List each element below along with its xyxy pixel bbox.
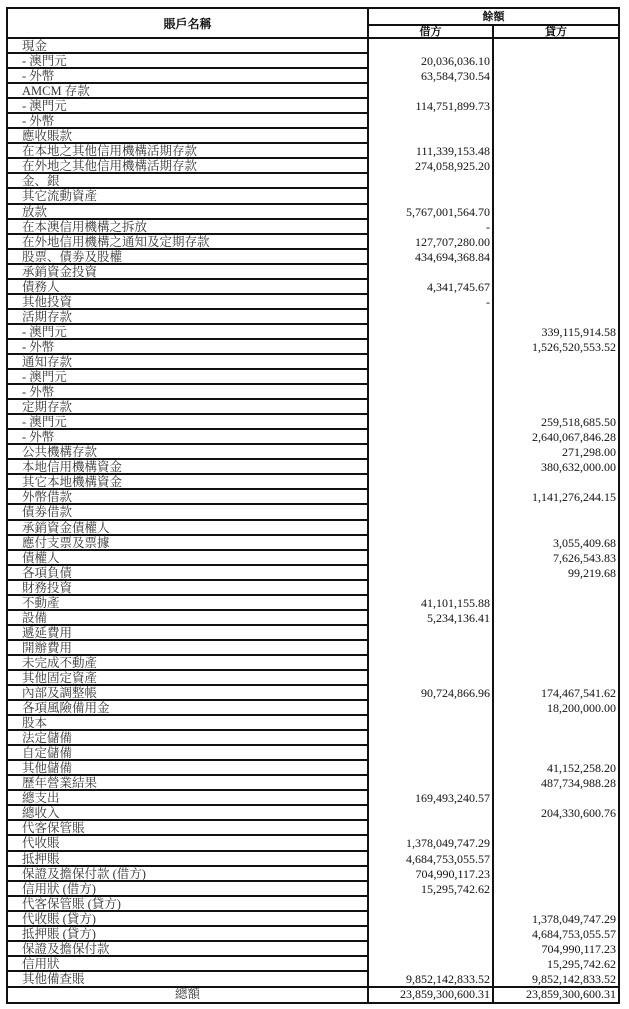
account-name-cell: 放款 [8, 205, 369, 220]
credit-cell [494, 370, 618, 385]
table-row [8, 144, 618, 159]
account-name-cell: 在外地信用機構之通知及定期存款 [8, 235, 369, 250]
account-name-cell: 其它流動資產 [8, 189, 369, 204]
debit-cell [369, 671, 494, 686]
table-row [8, 99, 618, 114]
account-name-cell: 通知存款 [8, 355, 369, 370]
account-name-cell: 公共機構存款 [8, 445, 369, 460]
credit-cell [494, 671, 618, 686]
credit-cell [494, 99, 618, 114]
table-body [8, 39, 618, 987]
debit-cell [369, 521, 494, 536]
account-name-cell: 總支出 [8, 791, 369, 806]
credit-cell [494, 882, 618, 897]
account-name-cell: - 澳門元 [8, 99, 369, 114]
account-name-cell: 其他固定資產 [8, 671, 369, 686]
account-name-cell: 承銷資金債權人 [8, 521, 369, 536]
credit-cell: 339,115,914.58 [541, 324, 616, 339]
credit-cell: 1,526,520,553.52 [532, 339, 616, 354]
table-row [8, 821, 618, 836]
table-row [8, 310, 618, 325]
debit-cell: 274,058,925.20 [369, 159, 494, 174]
table-row [8, 686, 618, 701]
debit-cell [369, 776, 494, 791]
table-row [8, 731, 618, 746]
account-name-cell: 保證及擔保付款 [8, 942, 369, 957]
credit-cell: 41,152,258.20 [547, 761, 616, 776]
credit-cell [494, 250, 618, 265]
credit-cell: 259,518,685.50 [541, 415, 616, 430]
debit-cell [369, 340, 494, 355]
account-name-cell: 在外地之其他信用機構活期存款 [8, 159, 369, 174]
account-name-cell: 開辦費用 [8, 641, 369, 656]
credit-cell [494, 867, 618, 882]
debit-cell: 5,234,136.41 [369, 611, 494, 626]
debit-cell: 20,036,036.10 [369, 54, 494, 69]
account-name-cell: 本地信用機構資金 [8, 460, 369, 475]
debit-cell [369, 84, 494, 99]
credit-cell: 1,378,049,747.29 [532, 911, 616, 926]
credit-cell [494, 295, 618, 310]
debit-cell [369, 566, 494, 581]
debit-cell [369, 189, 494, 204]
table-row [8, 656, 618, 671]
account-name-cell: 債務人 [8, 280, 369, 295]
account-name-cell: - 澳門元 [8, 370, 369, 385]
debit-cell [369, 912, 494, 927]
table-row [8, 671, 618, 686]
debit-cell [369, 430, 494, 445]
debit-cell: 4,684,753,055.57 [369, 852, 494, 867]
account-name-cell: 股本 [8, 716, 369, 731]
debit-cell [369, 656, 494, 671]
table-row [8, 39, 618, 54]
credit-cell [494, 641, 618, 656]
account-name-cell: 代客保管賬 (貸方) [8, 897, 369, 912]
total-label: 總額 [8, 987, 369, 1002]
credit-cell: 4,684,753,055.57 [532, 926, 616, 941]
debit-cell [369, 806, 494, 821]
credit-cell: 271,298.00 [562, 445, 616, 460]
total-row [8, 987, 618, 1002]
debit-cell: 5,767,001,564.70 [369, 205, 494, 220]
debit-cell [369, 114, 494, 129]
table-row [8, 701, 618, 716]
debit-cell: 704,990,117.23 [369, 867, 494, 882]
account-name-cell: 其它本地機構資金 [8, 475, 369, 490]
account-name-cell: 內部及調整帳 [8, 686, 369, 701]
debit-cell: 63,584,730.54 [369, 69, 494, 84]
debit-cell: 169,493,240.57 [369, 791, 494, 806]
credit-cell [494, 836, 618, 851]
debit-cell: 9,852,142,833.52 [369, 972, 494, 988]
account-name-cell: 其他儲備 [8, 761, 369, 776]
account-name-cell: 不動產 [8, 596, 369, 611]
table-row [8, 942, 618, 957]
credit-cell [494, 521, 618, 536]
total-credit: 23,859,300,600.31 [526, 986, 616, 1001]
debit-cell [369, 821, 494, 836]
credit-cell: 704,990,117.23 [541, 941, 616, 956]
credit-cell [494, 310, 618, 325]
account-name-cell: 各項風險備用金 [8, 701, 369, 716]
credit-cell: 7,626,543.83 [553, 550, 616, 565]
debit-cell [369, 129, 494, 144]
account-name-cell: 在本地之其他信用機構活期存款 [8, 144, 369, 159]
debit-cell: 434,694,368.84 [369, 250, 494, 265]
table-row [8, 69, 618, 84]
table-row [8, 84, 618, 99]
debit-cell: 15,295,742.62 [369, 882, 494, 897]
debit-cell [369, 551, 494, 566]
account-name-cell: 在本澳信用機構之拆放 [8, 220, 369, 235]
account-name-cell: - 外幣 [8, 114, 369, 129]
credit-cell [494, 280, 618, 295]
table-row [8, 927, 618, 942]
credit-cell [494, 791, 618, 806]
credit-cell: 2,640,067,846.28 [532, 430, 616, 445]
table-header [8, 9, 618, 39]
credit-cell [494, 54, 618, 69]
credit-cell [494, 656, 618, 671]
debit-cell [369, 626, 494, 641]
account-name-cell: - 澳門元 [8, 325, 369, 340]
account-name-cell: - 澳門元 [8, 415, 369, 430]
table-row [8, 174, 618, 189]
debit-cell [369, 490, 494, 505]
account-name-cell: 活期存款 [8, 310, 369, 325]
debit-cell: 114,751,899.73 [369, 99, 494, 114]
debit-cell [369, 746, 494, 761]
table-row [8, 189, 618, 204]
credit-cell: 380,632,000.00 [541, 460, 616, 475]
table-row [8, 370, 618, 385]
table-row [8, 340, 618, 355]
credit-cell: 9,852,142,833.52 [494, 972, 618, 988]
table-row [8, 536, 618, 551]
debit-cell [369, 731, 494, 746]
credit-cell [494, 144, 618, 159]
table-row [8, 250, 618, 265]
credit-cell: 204,330,600.76 [541, 806, 616, 821]
debit-cell: 4,341,745.67 [369, 280, 494, 295]
credit-cell: 3,055,409.68 [553, 535, 616, 550]
debit-cell [369, 39, 494, 54]
credit-cell [494, 205, 618, 220]
table-row [8, 129, 618, 144]
credit-cell [494, 69, 618, 84]
account-name-cell: 信用狀 [8, 957, 369, 972]
account-name-cell: 金、銀 [8, 174, 369, 189]
credit-cell [494, 596, 618, 611]
debit-cell: 90,724,866.96 [369, 686, 494, 701]
table-row [8, 325, 618, 340]
credit-cell: 99,219.68 [568, 565, 616, 580]
debit-cell [369, 536, 494, 551]
credit-cell: 15,295,742.62 [547, 956, 616, 971]
table-row [8, 626, 618, 641]
table-row [8, 521, 618, 536]
credit-cell [494, 475, 618, 490]
table-row [8, 746, 618, 761]
account-name-cell: 遞延費用 [8, 626, 369, 641]
credit-cell [494, 159, 618, 174]
account-name-cell: 法定儲備 [8, 731, 369, 746]
credit-cell [494, 114, 618, 129]
account-name-cell: - 澳門元 [8, 54, 369, 69]
account-name-cell: 信用狀 (借方) [8, 882, 369, 897]
account-name-cell: 現金 [8, 39, 369, 54]
table-row [8, 611, 618, 626]
account-name-cell: 股票、債劵及股權 [8, 250, 369, 265]
debit-cell [369, 701, 494, 716]
account-name-cell: - 外幣 [8, 340, 369, 355]
account-name-cell: 未完成不動產 [8, 656, 369, 671]
account-name-cell: 代客保管賬 [8, 821, 369, 836]
account-name-cell: 承銷資金投資 [8, 265, 369, 280]
table-row [8, 235, 618, 250]
debit-cell [369, 957, 494, 972]
table-row [8, 566, 618, 581]
debit-cell [369, 761, 494, 776]
debit-cell [369, 415, 494, 430]
credit-cell [494, 84, 618, 99]
debit-cell [369, 355, 494, 370]
credit-cell [494, 897, 618, 912]
account-name-header: 賬戶名稱 [8, 9, 369, 37]
table-row [8, 761, 618, 776]
table-row [8, 897, 618, 912]
account-name-cell: 其他備查賬 [8, 972, 369, 988]
table-row [8, 475, 618, 490]
account-name-cell: - 外幣 [8, 69, 369, 84]
credit-cell [494, 821, 618, 836]
account-name-cell: 代收賬 (貸方) [8, 912, 369, 927]
debit-cell [369, 400, 494, 415]
credit-cell: 487,734,988.28 [541, 776, 616, 791]
table-row [8, 400, 618, 415]
table-row [8, 806, 618, 821]
table-row [8, 280, 618, 295]
table-row [8, 596, 618, 611]
table-row [8, 114, 618, 129]
table-row [8, 205, 618, 220]
account-name-cell: 債劵借款 [8, 505, 369, 520]
credit-header: 貸方 [545, 25, 567, 38]
table-row [8, 912, 618, 927]
table-row [8, 220, 618, 235]
account-name-cell: AMCM 存款 [8, 84, 369, 99]
credit-cell [494, 505, 618, 520]
credit-cell [494, 716, 618, 731]
debit-cell [369, 325, 494, 340]
table-row [8, 355, 618, 370]
table-row [8, 490, 618, 505]
credit-cell [494, 746, 618, 761]
debit-cell: 41,101,155.88 [369, 596, 494, 611]
table-row [8, 776, 618, 791]
account-name-cell: 各項負債 [8, 566, 369, 581]
table-row [8, 551, 618, 566]
account-name-cell: 定期存款 [8, 400, 369, 415]
debit-cell [369, 265, 494, 280]
credit-cell [494, 39, 618, 54]
table-row [8, 957, 618, 972]
table-row [8, 54, 618, 69]
debit-cell: 127,707,280.00 [369, 235, 494, 250]
credit-cell [494, 129, 618, 144]
debit-cell: 1,378,049,747.29 [369, 836, 494, 851]
credit-cell [494, 220, 618, 235]
table-row [8, 445, 618, 460]
credit-cell [494, 355, 618, 370]
table-row [8, 716, 618, 731]
account-name-cell: 財務投資 [8, 581, 369, 596]
debit-cell [369, 460, 494, 475]
table-row [8, 852, 618, 867]
account-name-cell: 應收賬款 [8, 129, 369, 144]
debit-cell [369, 505, 494, 520]
debit-cell [369, 897, 494, 912]
table-row [8, 836, 618, 851]
table-row [8, 505, 618, 520]
account-name-cell: - 外幣 [8, 385, 369, 400]
account-name-cell: 外幣借款 [8, 490, 369, 505]
account-name-cell: 歷年營業結果 [8, 776, 369, 791]
credit-cell [494, 611, 618, 626]
credit-cell [494, 189, 618, 204]
account-name-cell: 設備 [8, 611, 369, 626]
debit-cell [369, 942, 494, 957]
table-row [8, 430, 618, 445]
debit-cell [369, 927, 494, 942]
table-row [8, 265, 618, 280]
total-debit: 23,859,300,600.31 [369, 987, 494, 1002]
credit-cell [494, 852, 618, 867]
credit-cell: 1,141,276,244.15 [532, 490, 616, 505]
credit-cell [494, 174, 618, 189]
credit-cell [494, 385, 618, 400]
trial-balance-table [6, 7, 620, 1004]
account-name-cell: 自定儲備 [8, 746, 369, 761]
table-row [8, 581, 618, 596]
account-name-cell: 代收賬 [8, 836, 369, 851]
credit-cell [494, 731, 618, 746]
debit-header: 借方 [369, 26, 494, 37]
table-row [8, 460, 618, 475]
debit-cell [369, 716, 494, 731]
table-row [8, 415, 618, 430]
credit-cell [494, 581, 618, 596]
credit-cell [494, 626, 618, 641]
debit-cell [369, 445, 494, 460]
debit-cell [369, 581, 494, 596]
table-row [8, 867, 618, 882]
table-row [8, 791, 618, 806]
account-name-cell: 債權人 [8, 551, 369, 566]
table-row [8, 641, 618, 656]
credit-cell: 174,467,541.62 [541, 686, 616, 701]
debit-cell [369, 385, 494, 400]
balance-header-group [369, 9, 618, 37]
account-name-cell: 抵押賬 [8, 852, 369, 867]
table-row [8, 882, 618, 897]
debit-cell [369, 310, 494, 325]
credit-cell: 18,200,000.00 [547, 701, 616, 716]
debit-cell: 111,339,153.48 [369, 144, 494, 159]
debit-cell [369, 641, 494, 656]
debit-cell [369, 370, 494, 385]
debit-cell: - [369, 220, 494, 235]
account-name-cell: - 外幣 [8, 430, 369, 445]
table-row [8, 295, 618, 310]
debit-cell: - [369, 295, 494, 310]
account-name-cell: 應付支票及票據 [8, 536, 369, 551]
credit-cell [494, 400, 618, 415]
table-row [8, 385, 618, 400]
debit-cell [369, 475, 494, 490]
debit-cell [369, 174, 494, 189]
balance-header: 餘額 [369, 9, 618, 26]
account-name-cell: 保證及擔保付款 (借方) [8, 867, 369, 882]
account-name-cell: 總收入 [8, 806, 369, 821]
account-name-cell: 抵押賬 (貸方) [8, 927, 369, 942]
account-name-cell: 其他投資 [8, 295, 369, 310]
credit-cell [494, 235, 618, 250]
credit-cell [494, 265, 618, 280]
table-row [8, 159, 618, 174]
table-row [8, 972, 618, 987]
